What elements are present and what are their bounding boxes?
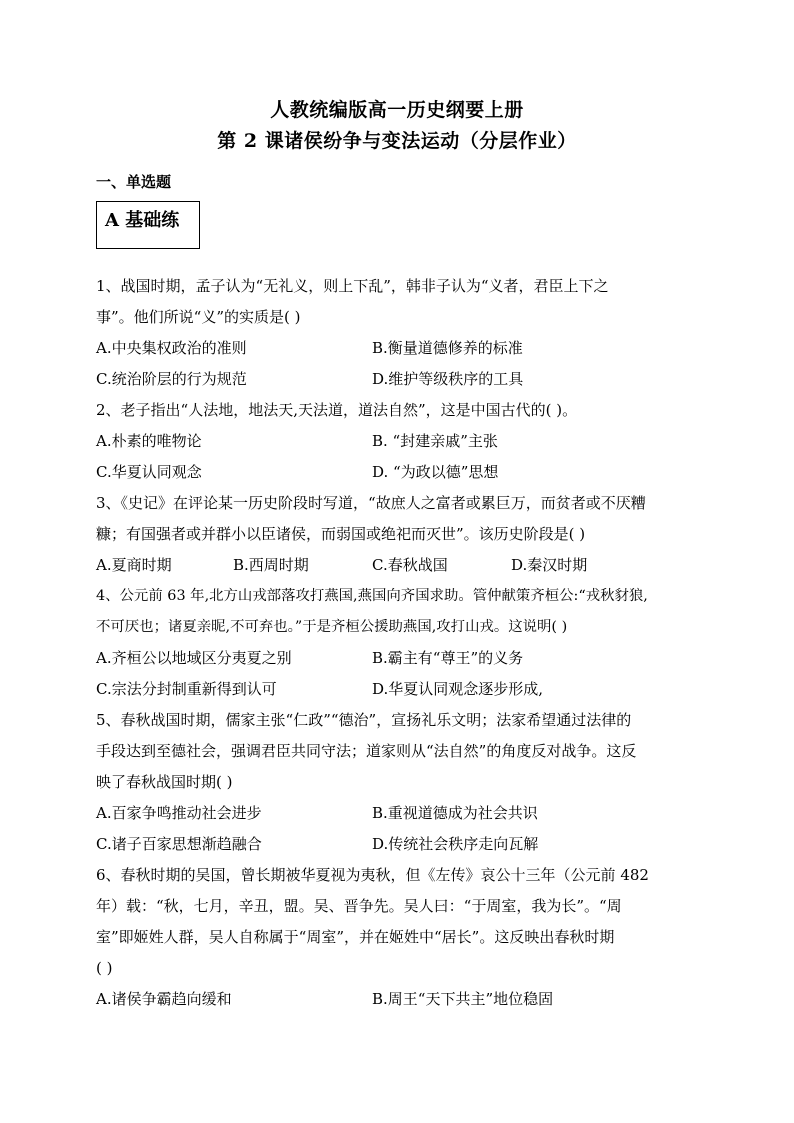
q5-line2: 手段达到至德社会，强调君臣共同守法；道家则从“法自然”的角度反对战争。这反 [96, 742, 637, 760]
q4-option-b: B.霸主有“尊王”的义务 [372, 649, 524, 667]
q1-option-a: A.中央集权政治的准则 [96, 339, 247, 357]
q3-option-c: C.春秋战国 [372, 556, 448, 574]
q3-option-a: A.夏商时期 [96, 556, 172, 574]
doc-title-line2: 第 2 课诸侯纷争与变法运动（分层作业） [217, 130, 577, 152]
q5-option-b: B.重视道德成为社会共识 [372, 804, 538, 822]
q2-line1: 2、老子指出“人法地，地法天,天法道，道法自然”，这是中国古代的( )。 [96, 401, 578, 419]
q6-option-a: A.诸侯争霸趋向缓和 [96, 990, 232, 1008]
q6-line2: 年）载：“秋，七月，辛丑，盟。吴、晋争先。吴人曰：“于周室，我为长”。“周 [96, 897, 622, 915]
q4-option-d: D.华夏认同观念逐步形成, [372, 680, 544, 698]
q1-line1: 1、战国时期，孟子认为“无礼义，则上下乱”，韩非子认为“义者，君臣上下之 [96, 277, 609, 295]
q5-line1: 5、春秋战国时期，儒家主张“仁政”“德治”，宣扬礼乐文明；法家希望通过法律的 [96, 711, 632, 729]
q5-option-c: C.诸子百家思想渐趋融合 [96, 835, 262, 853]
q2-option-c: C.华夏认同观念 [96, 463, 202, 481]
q2-option-a: A.朴素的唯物论 [96, 432, 202, 450]
q3-option-d: D.秦汉时期 [511, 556, 588, 574]
q4-line2: 不可厌也；诸夏亲昵,不可弃也。”于是齐桓公援助燕国,攻打山戎。这说明( ) [96, 619, 568, 635]
q1-option-c: C.统治阶层的行为规范 [96, 370, 247, 388]
q5-line3: 映了春秋战国时期( ) [96, 773, 233, 791]
q3-option-b: B.西周时期 [233, 556, 309, 574]
q6-option-b: B.周王“天下共主”地位稳固 [372, 990, 554, 1008]
q4-option-a: A.齐桓公以地域区分夷夏之别 [96, 649, 292, 667]
doc-title-line1: 人教统编版高一历史纲要上册 [270, 99, 524, 121]
q5-option-a: A.百家争鸣推动社会进步 [96, 804, 262, 822]
q4-option-c: C.宗法分封制重新得到认可 [96, 680, 277, 698]
q3-line1: 3、《史记》在评论某一历史阶段时写道，“故庶人之富者或累巨万，而贫者或不厌糟 [96, 494, 646, 512]
level-box: A 基础练 [96, 201, 200, 249]
q6-line3: 室”即姬姓人群，吴人自称属于“周室”，并在姬姓中“居长”。这反映出春秋时期 [96, 928, 615, 946]
q2-option-b: B. “封建亲戚”主张 [372, 432, 498, 450]
q1-option-d: D.维护等级秩序的工具 [372, 370, 524, 388]
q1-line2: 事”。他们所说“义”的实质是( ) [96, 308, 301, 326]
q6-line1: 6、春秋时期的吴国，曾长期被华夏视为夷秋，但《左传》哀公十三年（公元前 482 [96, 866, 649, 884]
q6-line4: ( ) [96, 959, 113, 977]
q5-option-d: D.传统社会秩序走向瓦解 [372, 835, 539, 853]
q4-line1: 4、公元前 63 年,北方山戎部落攻打燕国,燕国向齐国求助。管仲献策齐桓公:“戎秋豺狼, [96, 588, 648, 604]
section-heading: 一、单选题 [96, 173, 172, 191]
q1-option-b: B.衡量道德修养的标准 [372, 339, 523, 357]
q3-line2: 糠；有国强者或并群小以臣诸侯，而弱国或绝祀而灭世”。该历史阶段是( ) [96, 525, 586, 543]
q2-option-d: D. “为政以德”思想 [372, 463, 499, 481]
